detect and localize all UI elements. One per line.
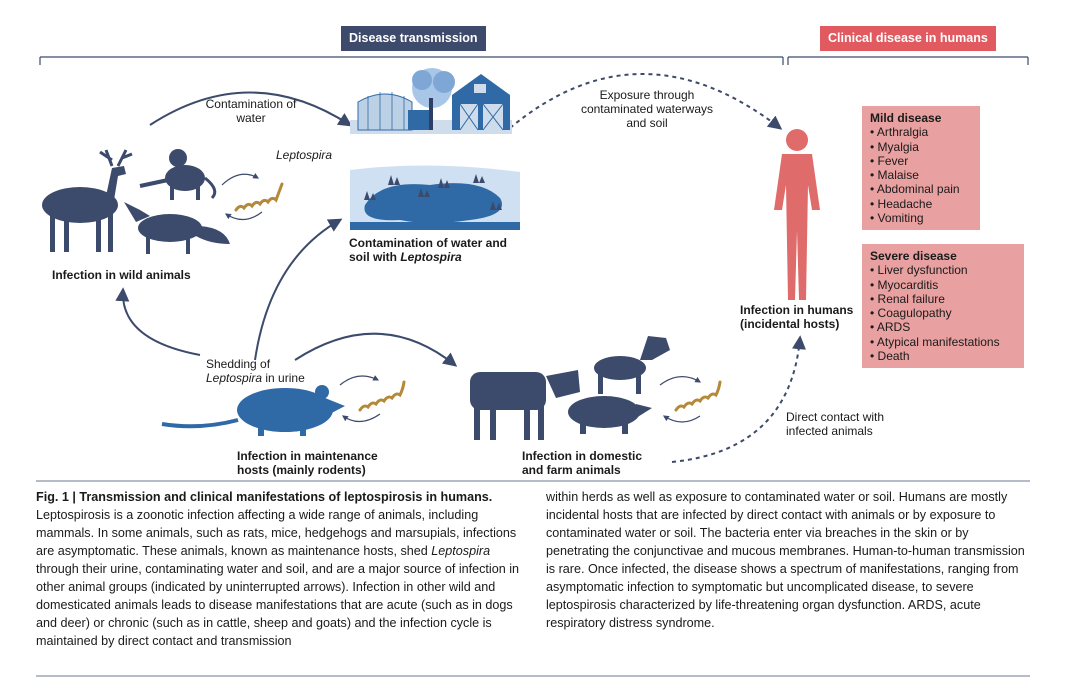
cycle-arrow-wild-1 xyxy=(222,174,258,185)
mild-item: • Abdominal pain xyxy=(870,182,972,196)
cycle-arrow-rodent-2 xyxy=(343,414,380,422)
label-direct-contact: Direct contact with infected animals xyxy=(786,410,885,438)
severe-item: • Atypical manifestations xyxy=(870,335,1016,349)
label-humans: Infection in humans (incidental hosts) xyxy=(740,303,854,331)
caption-right xyxy=(546,488,1030,632)
cow-silhouette xyxy=(470,370,580,440)
leptospira-wild xyxy=(236,184,282,210)
water-soil-illustration xyxy=(350,165,520,230)
arrow-direct-contact-dashed xyxy=(672,338,800,462)
shedding-suffix: in urine xyxy=(262,371,305,385)
cycle-arrow-domestic-1 xyxy=(660,377,700,385)
severe-item: • Coagulopathy xyxy=(870,306,1016,320)
caption-left-text-2: through their urine, contaminating water and soil, and are a major source of infection in other animal groups (indicated by uninterrupted arrows). Infection in other wild and domesticated animals leads to disease manifestations that are acute (such as in dogs and deer) or chronic (such as in cattle, sheep and goats) and the infection cycle is maintained by direct contact and transmission xyxy=(36,562,520,648)
mild-item: • Malaise xyxy=(870,168,972,182)
severe-item: • ARDS xyxy=(870,320,1016,334)
arrow-shedding-to-wild xyxy=(123,290,200,355)
mild-item: • Arthralgia xyxy=(870,125,972,139)
mild-item: • Headache xyxy=(870,197,972,211)
cycle-arrow-wild-2 xyxy=(226,212,262,220)
transmission-bracket xyxy=(40,57,783,65)
severe-disease-list xyxy=(870,263,1016,363)
label-maintenance-hosts: Infection in maintenance hosts (mainly rodents) xyxy=(237,449,378,477)
farm-illustration xyxy=(350,68,512,134)
monkey-silhouette xyxy=(140,149,215,200)
shedding-prefix: Shedding of xyxy=(206,357,271,371)
label-domestic-animals: Infection in domestic and farm animals xyxy=(522,449,643,477)
clinical-bracket xyxy=(788,57,1028,65)
mild-disease-box xyxy=(862,106,980,230)
contamination-prefix: Contamination of water and soil with xyxy=(349,236,508,264)
leptospira-rodent xyxy=(360,382,404,410)
deer-silhouette xyxy=(42,150,132,252)
header-clinical-disease: Clinical disease in humans xyxy=(820,26,996,51)
caption-left-text-1: Leptospirosis is a zoonotic infection affecting a wide range of animals, including mammals. In some animals, such as rats, mice, hedgehogs and marsupials, infections are asymptomatic. These animals, known as maintenance hosts, shed xyxy=(36,508,517,558)
label-contamination-water: Contamination of water xyxy=(205,97,297,125)
mild-item: • Fever xyxy=(870,154,972,168)
label-leptospira: Leptospira xyxy=(276,148,333,162)
label-exposure: Exposure through contaminated waterways and soil xyxy=(580,88,714,130)
rodent-silhouette xyxy=(162,385,345,436)
caption-left xyxy=(36,488,522,650)
label-shedding xyxy=(206,357,326,385)
fox-silhouette xyxy=(124,202,230,254)
label-wild-animals: Infection in wild animals xyxy=(52,268,191,282)
caption-title: Fig. 1 | Transmission and clinical manifestations of leptospirosis in humans. xyxy=(36,490,493,504)
caption-right-body: within herds as well as exposure to contaminated water or soil. Humans are mostly incidental hosts that are infected by direct contact with animals or by exposure to contaminated water or soil. The bacteria enter via breaches in the skin or by penetrating the conjunctivae and mucous membranes. Human-to-human transmission is rare. Once infected, the disease shows a spectrum of manifestations, ranging from asymptomatic infection to symptomatic but uncomplicated disease, to severe leptospirosis characterized by life-threatening organ dysfunction. ARDS, acute respiratory distress syndrome. xyxy=(546,490,1025,630)
cycle-arrow-rodent-1 xyxy=(340,376,378,385)
caption-left-body xyxy=(36,506,522,650)
header-disease-transmission: Disease transmission xyxy=(341,26,486,51)
arrow-shedding-to-soil xyxy=(255,220,340,360)
mild-disease-title: Mild disease xyxy=(870,111,942,125)
dog-silhouette xyxy=(594,336,670,394)
mild-item: • Myalgia xyxy=(870,140,972,154)
contamination-italic: Leptospira xyxy=(400,250,462,264)
label-contamination-water-soil xyxy=(349,236,529,264)
mild-item: • Vomiting xyxy=(870,211,972,225)
human-silhouette xyxy=(774,129,820,300)
pig-silhouette xyxy=(568,396,652,434)
severe-disease-title: Severe disease xyxy=(870,249,957,263)
severe-disease-box xyxy=(862,244,1024,368)
cycle-arrow-domestic-2 xyxy=(664,416,700,422)
severe-item: • Renal failure xyxy=(870,292,1016,306)
severe-item: • Liver dysfunction xyxy=(870,263,1016,277)
severe-item: • Myocarditis xyxy=(870,278,1016,292)
caption-left-italic: Leptospira xyxy=(431,544,491,558)
mild-disease-list xyxy=(870,125,972,225)
severe-item: • Death xyxy=(870,349,1016,363)
shedding-italic: Leptospira xyxy=(206,371,263,385)
leptospira-domestic xyxy=(676,382,720,410)
